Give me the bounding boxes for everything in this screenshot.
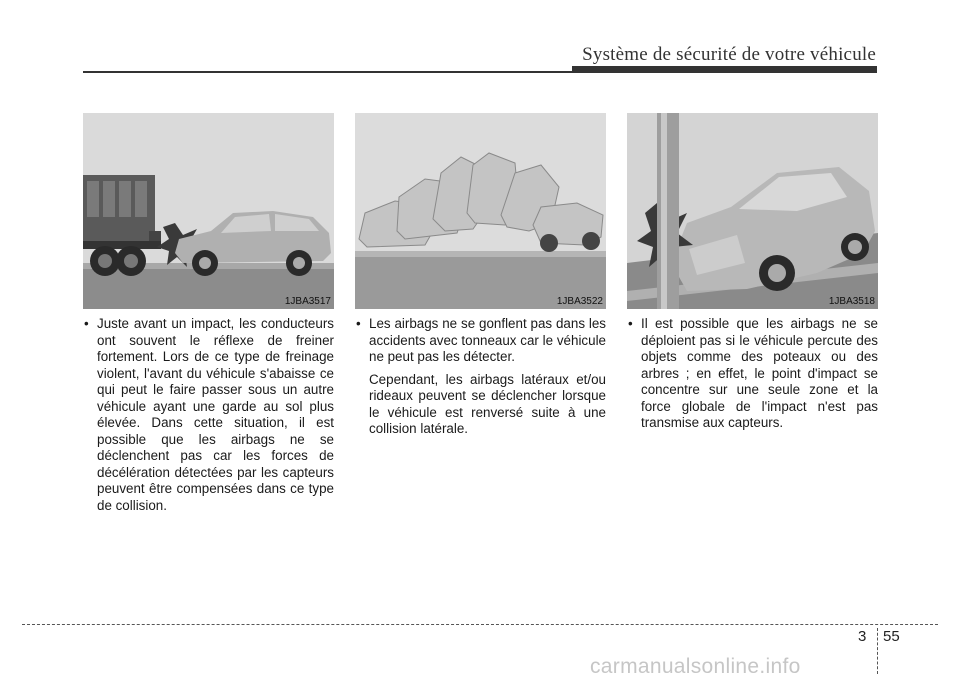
footer-rule <box>22 624 938 625</box>
figure-code: 1JBA3518 <box>828 296 875 307</box>
chapter-number: 3 <box>858 628 867 645</box>
bullet-paragraph: • Juste avant un impact, les conducteurs ont souvent le réflexe de freiner fortement. Lors de ce type de freinage violent, l'avant du véhicule s'abaisse ce qui peut le faire passer sous un autre véhicule ayant une garde au sol plus élevée. Dans cette situation, il est possible que les airbags ne se déclenchent pas car les forces de décélération détectées par les capteurs peuvent être compensées dans ce type de collision. <box>83 316 334 514</box>
bullet-paragraph: • Les airbags ne se gonflent pas dans les accidents avec tonneaux car le véhicule ne peut pas les détecter. <box>355 316 606 366</box>
figure-code: 1JBA3522 <box>556 296 603 307</box>
rollover-illustration <box>355 113 606 309</box>
column-text <box>355 316 606 438</box>
figure-rollover-illustration <box>355 113 606 309</box>
column-1 <box>83 113 334 520</box>
paragraph: Cependant, les airbags latéraux et/ou rideaux peuvent se déclencher lorsque le véhicule est renversé suite à une collision latérale. <box>369 371 606 436</box>
underride-illustration <box>83 113 334 309</box>
column-2 <box>355 113 606 438</box>
footer-divider <box>877 628 878 674</box>
header-rule-accent <box>572 66 877 72</box>
header-title: Système de sécurité de votre véhicule <box>582 44 876 65</box>
watermark: carmanualsonline.info <box>590 655 801 678</box>
bullet-paragraph: • Il est possible que les airbags ne se déploient pas si le véhicule percute des objets comme des poteaux ou des arbres ; en effet, le point d'impact se concentre sur une seule zone et la force globale de l'impact n'est pas transmise aux capteurs. <box>627 316 878 432</box>
figure-pole-impact-illustration <box>627 113 878 309</box>
figure-code: 1JBA3517 <box>284 296 331 307</box>
column-text <box>83 316 334 514</box>
column-text <box>627 316 878 432</box>
figure-underride-illustration <box>83 113 334 309</box>
page-number: 55 <box>883 628 900 645</box>
pole-impact-illustration <box>627 113 878 309</box>
column-3 <box>627 113 878 438</box>
